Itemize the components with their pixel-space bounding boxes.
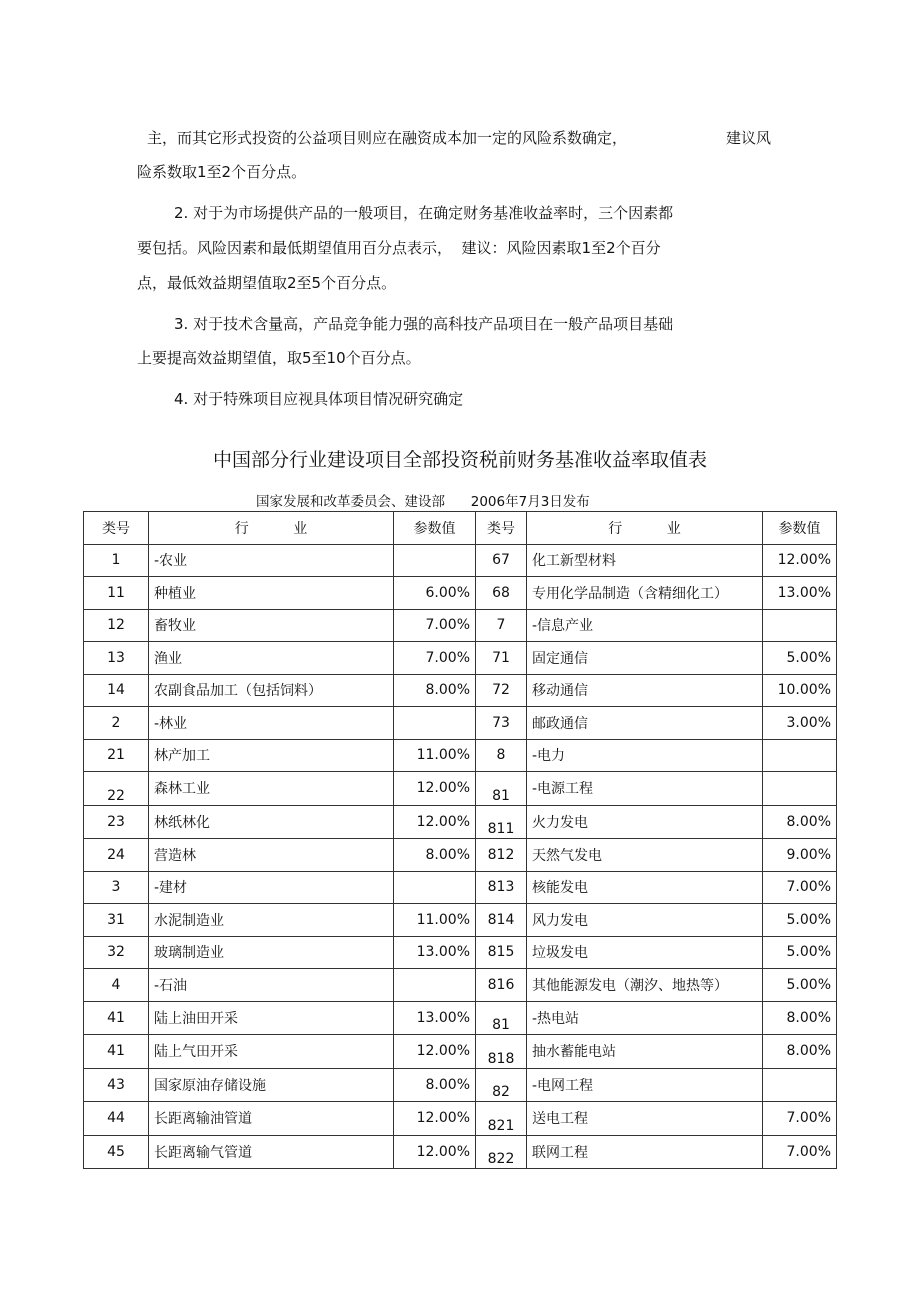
row-code-left: 2 (84, 707, 149, 740)
row-industry-left: 陆上气田开采 (149, 1035, 394, 1069)
row-param-right: 8.00% (763, 1035, 837, 1069)
row-code-left: 24 (84, 839, 149, 872)
row-param-left: 6.00% (394, 577, 476, 610)
row-param-right: 7.00% (763, 1135, 837, 1169)
table-row (84, 936, 837, 969)
row-code-right: 813 (476, 871, 527, 904)
row-param-right: 8.00% (763, 1001, 837, 1035)
row-industry-right: 天然气发电 (527, 839, 763, 872)
row-code-right: 812 (476, 839, 527, 872)
header-param-left: 参数值 (394, 512, 476, 545)
table-row (84, 642, 837, 675)
row-code-right: 811 (476, 805, 527, 839)
row-param-right: 5.00% (763, 936, 837, 969)
row-code-left: 4 (84, 969, 149, 1002)
row-code-right: 818 (476, 1035, 527, 1069)
row-param-right: 8.00% (763, 805, 837, 839)
row-code-left: 3 (84, 871, 149, 904)
row-industry-right: 其他能源发电（潮汐、地热等） (527, 969, 763, 1002)
row-code-left: 13 (84, 642, 149, 675)
row-code-left: 43 (84, 1068, 149, 1102)
row-param-right (763, 739, 837, 772)
row-industry-left: 营造林 (149, 839, 394, 872)
table-row (84, 1001, 837, 1035)
row-param-left (394, 544, 476, 577)
row-code-right: 814 (476, 904, 527, 937)
row-param-left: 11.00% (394, 904, 476, 937)
table-row (84, 544, 837, 577)
row-code-right: 68 (476, 577, 527, 610)
row-code-right: 67 (476, 544, 527, 577)
table-row (84, 1068, 837, 1102)
rate-table (83, 511, 837, 1169)
row-industry-right: 移动通信 (527, 674, 763, 707)
paragraph-text-tail: 建议风 (726, 129, 772, 147)
row-industry-left: 林产加工 (149, 739, 394, 772)
header-industry-right: 行 业 (527, 512, 763, 545)
row-industry-right: 化工新型材料 (527, 544, 763, 577)
row-param-left (394, 871, 476, 904)
row-param-right: 7.00% (763, 1102, 837, 1136)
row-industry-left: -林业 (149, 707, 394, 740)
row-param-right (763, 1068, 837, 1102)
row-industry-right: -信息产业 (527, 609, 763, 642)
table-row (84, 1135, 837, 1169)
row-code-right: 7 (476, 609, 527, 642)
row-industry-left: 陆上油田开采 (149, 1001, 394, 1035)
row-param-left: 12.00% (394, 805, 476, 839)
row-code-right: 81 (476, 1001, 527, 1035)
table-row (84, 674, 837, 707)
row-code-left: 1 (84, 544, 149, 577)
paragraph-text: 主，而其它形式投资的公益项目则应在融资成本加一定的风险系数确定， (147, 129, 628, 147)
row-param-right: 5.00% (763, 904, 837, 937)
table-row (84, 609, 837, 642)
row-industry-left: 畜牧业 (149, 609, 394, 642)
table-header-row (84, 512, 837, 545)
row-industry-right: 专用化学品制造（含精细化工） (527, 577, 763, 610)
table-title: 中国部分行业建设项目全部投资税前财务基准收益率取值表 (212, 449, 707, 471)
paragraph-text: 3. 对于技术含量高，产品竞争能力强的高科技产品项目在一般产品项目基础 (174, 315, 674, 333)
row-industry-right: 垃圾发电 (527, 936, 763, 969)
row-code-left: 12 (84, 609, 149, 642)
header-industry-left: 行 业 (149, 512, 394, 545)
row-param-right: 12.00% (763, 544, 837, 577)
paragraph-text: 上要提高效益期望值，取5至10个百分点。 (137, 349, 421, 367)
row-industry-left: 国家原油存储设施 (149, 1068, 394, 1102)
row-code-right: 822 (476, 1135, 527, 1169)
row-param-left: 13.00% (394, 1001, 476, 1035)
paragraph-text: 2. 对于为市场提供产品的一般项目，在确定财务基准收益率时，三个因素都 (174, 204, 674, 222)
row-code-right: 8 (476, 739, 527, 772)
row-code-right: 72 (476, 674, 527, 707)
row-industry-left: 渔业 (149, 642, 394, 675)
row-industry-right: -电网工程 (527, 1068, 763, 1102)
row-code-left: 45 (84, 1135, 149, 1169)
row-param-left: 8.00% (394, 674, 476, 707)
row-industry-left: 长距离输气管道 (149, 1135, 394, 1169)
header-param-right: 参数值 (763, 512, 837, 545)
row-industry-right: 抽水蓄能电站 (527, 1035, 763, 1069)
table-row (84, 1035, 837, 1069)
row-industry-right: 联网工程 (527, 1135, 763, 1169)
table-row (84, 772, 837, 806)
row-param-left: 12.00% (394, 1102, 476, 1136)
row-param-right: 9.00% (763, 839, 837, 872)
table-row (84, 707, 837, 740)
header-code-left: 类号 (84, 512, 149, 545)
table-row (84, 969, 837, 1002)
row-industry-left: -石油 (149, 969, 394, 1002)
paragraph-text: 4. 对于特殊项目应视具体项目情况研究确定 (174, 390, 464, 408)
row-param-left (394, 707, 476, 740)
row-code-right: 81 (476, 772, 527, 806)
table-row (84, 871, 837, 904)
row-param-right: 10.00% (763, 674, 837, 707)
row-industry-left: 农副食品加工（包括饲料） (149, 674, 394, 707)
paragraph-text: 要包括。风险因素和最低期望值用百分点表示， 建议：风险因素取1至2个百分 (137, 239, 661, 257)
row-industry-left: -农业 (149, 544, 394, 577)
row-param-right: 5.00% (763, 642, 837, 675)
table-row (84, 805, 837, 839)
row-param-right: 5.00% (763, 969, 837, 1002)
row-industry-right: 送电工程 (527, 1102, 763, 1136)
row-code-left: 23 (84, 805, 149, 839)
row-code-right: 815 (476, 936, 527, 969)
paragraph-text: 点，最低效益期望值取2至5个百分点。 (137, 274, 397, 292)
row-code-left: 31 (84, 904, 149, 937)
row-code-left: 44 (84, 1102, 149, 1136)
table-row (84, 904, 837, 937)
row-param-right (763, 609, 837, 642)
table-row (84, 577, 837, 610)
row-industry-right: 邮政通信 (527, 707, 763, 740)
row-code-left: 32 (84, 936, 149, 969)
row-param-left: 8.00% (394, 1068, 476, 1102)
row-param-right: 3.00% (763, 707, 837, 740)
row-industry-right: -热电站 (527, 1001, 763, 1035)
row-code-left: 21 (84, 739, 149, 772)
table-row (84, 739, 837, 772)
row-industry-left: 森林工业 (149, 772, 394, 806)
row-code-left: 14 (84, 674, 149, 707)
row-code-right: 821 (476, 1102, 527, 1136)
paragraph-text: 险系数取1至2个百分点。 (137, 163, 307, 181)
row-industry-right: 风力发电 (527, 904, 763, 937)
table-subtitle: 国家发展和改革委员会、建设部 2006年7月3日发布 (256, 494, 590, 510)
table-body (84, 544, 837, 1169)
row-code-left: 41 (84, 1001, 149, 1035)
row-param-left: 12.00% (394, 1035, 476, 1069)
row-industry-left: -建材 (149, 871, 394, 904)
row-industry-left: 玻璃制造业 (149, 936, 394, 969)
row-industry-left: 水泥制造业 (149, 904, 394, 937)
row-industry-right: -电力 (527, 739, 763, 772)
row-param-left: 12.00% (394, 1135, 476, 1169)
row-code-right: 71 (476, 642, 527, 675)
row-param-left: 7.00% (394, 609, 476, 642)
row-param-left: 12.00% (394, 772, 476, 806)
row-param-left: 7.00% (394, 642, 476, 675)
row-param-right: 13.00% (763, 577, 837, 610)
row-param-left: 13.00% (394, 936, 476, 969)
row-code-right: 82 (476, 1068, 527, 1102)
row-code-left: 41 (84, 1035, 149, 1069)
row-param-left: 8.00% (394, 839, 476, 872)
row-param-right (763, 772, 837, 806)
row-industry-left: 林纸林化 (149, 805, 394, 839)
row-code-left: 11 (84, 577, 149, 610)
row-industry-right: 火力发电 (527, 805, 763, 839)
table-row (84, 1102, 837, 1136)
row-code-left: 22 (84, 772, 149, 806)
row-industry-right: 固定通信 (527, 642, 763, 675)
row-industry-left: 长距离输油管道 (149, 1102, 394, 1136)
table-row (84, 839, 837, 872)
row-param-left: 11.00% (394, 739, 476, 772)
row-code-right: 816 (476, 969, 527, 1002)
row-param-right: 7.00% (763, 871, 837, 904)
row-code-right: 73 (476, 707, 527, 740)
row-industry-right: 核能发电 (527, 871, 763, 904)
row-industry-right: -电源工程 (527, 772, 763, 806)
row-param-left (394, 969, 476, 1002)
row-industry-left: 种植业 (149, 577, 394, 610)
header-code-right: 类号 (476, 512, 527, 545)
